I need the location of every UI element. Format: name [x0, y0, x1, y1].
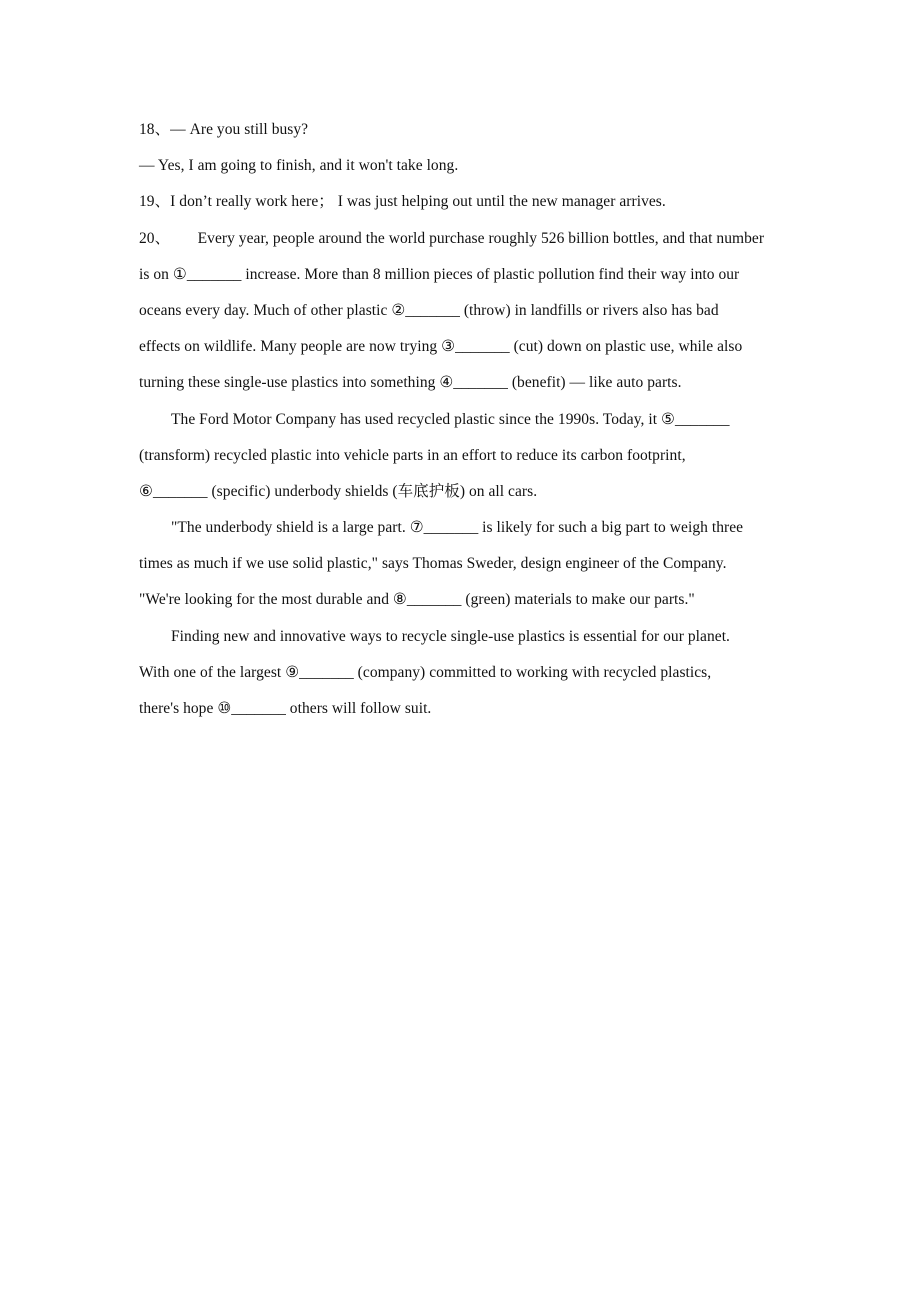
paragraph-3-line-3: "We're looking for the most durable and ⑧_______ (green) materials to make our parts." [139, 591, 695, 609]
paragraph-2-line-3: ⑥_______ (specific) underbody shields (车底护板) on all cars. [139, 482, 538, 500]
paragraph-2-line-2: (transform) recycled plastic into vehicle parts in an effort to reduce its carbon footprint, [139, 446, 686, 464]
question-20-line-3: oceans every day. Much of other plastic ②_______ (throw) in landfills or rivers also has bad [139, 301, 719, 319]
question-20-line-2: is on ①_______ increase. More than 8 million pieces of plastic pollution find their way into our [139, 265, 740, 283]
paragraph-4-line-2: With one of the largest ⑨_______ (company) committed to working with recycled plastics, [139, 663, 712, 681]
question-18-prompt: 18、— Are you still busy? [139, 121, 309, 138]
paragraph-2-line-1: The Ford Motor Company has used recycled plastic since the 1990s. Today, it ⑤_______ [171, 410, 730, 428]
question-19: 19、I don’t really work here； I was just helping out until the new manager arrives. [139, 193, 666, 211]
document-body [139, 112, 799, 727]
paragraph-3-line-1: "The underbody shield is a large part. ⑦_______ is likely for such a big part to weigh three [171, 519, 744, 537]
question-18-answer: — Yes, I am going to finish, and it won't take long. [139, 157, 459, 175]
question-20-line-5: turning these single-use plastics into something ④_______ (benefit) — like auto parts. [139, 374, 682, 392]
question-20-line-4: effects on wildlife. Many people are now trying ③_______ (cut) down on plastic use, while also [139, 338, 743, 356]
paragraph-3-line-2: times as much if we use solid plastic," says Thomas Sweder, design engineer of the Company. [139, 555, 727, 573]
paragraph-4-line-1: Finding new and innovative ways to recycle single-use plastics is essential for our planet. [171, 627, 730, 645]
paragraph-4-line-3: there's hope ⑩_______ others will follow suit. [139, 700, 432, 717]
question-20-line-1: 20、 Every year, people around the world purchase roughly 526 billion bottles, and that number [139, 229, 765, 247]
